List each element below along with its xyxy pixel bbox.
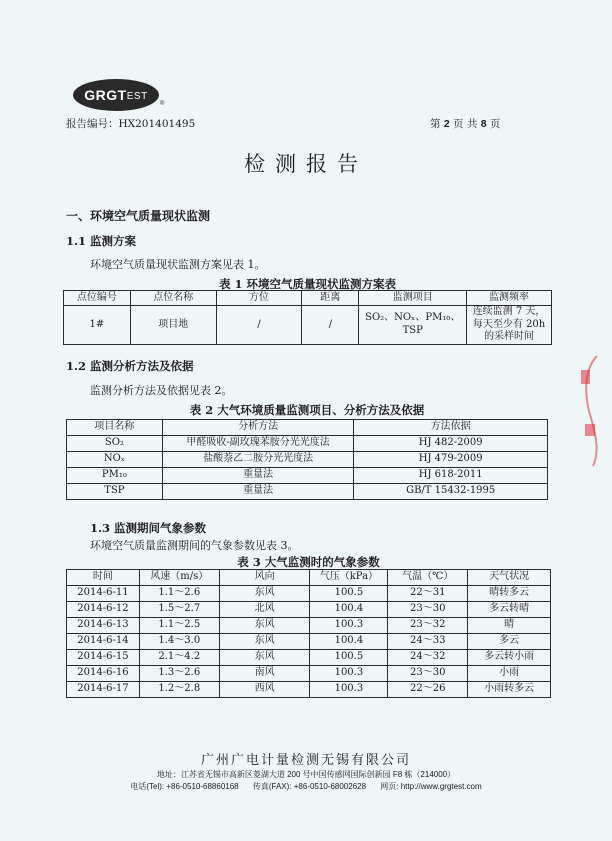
item-cell: SO₂ bbox=[67, 436, 163, 452]
temperature-cell: 24～32 bbox=[388, 650, 468, 666]
wind-speed-cell: 1.3～2.6 bbox=[139, 666, 219, 682]
table-row bbox=[67, 436, 548, 452]
basis-cell: HJ 479-2009 bbox=[354, 452, 548, 468]
company-contact bbox=[0, 781, 612, 792]
wind-direction-cell: 北风 bbox=[219, 602, 310, 618]
point-name-cell: 项目地 bbox=[130, 306, 216, 345]
method-cell: 重量法 bbox=[162, 484, 354, 500]
registered-mark: ® bbox=[160, 101, 165, 107]
pressure-cell: 100.5 bbox=[310, 650, 388, 666]
page-current: 2 bbox=[443, 118, 450, 130]
temperature-cell: 23～30 bbox=[388, 602, 468, 618]
wind-speed-cell: 1.5～2.7 bbox=[139, 602, 219, 618]
table-header-cell: 项目名称 bbox=[67, 420, 163, 436]
table-row bbox=[67, 452, 548, 468]
table-row bbox=[64, 306, 552, 345]
table-header-cell: 风向 bbox=[219, 570, 310, 586]
frequency-cell: 连续监测 7 天，每天至少有 20h 的采样时间 bbox=[467, 306, 552, 345]
table-header-cell: 方位 bbox=[216, 291, 302, 306]
weather-cell: 多云 bbox=[468, 634, 551, 650]
date-cell: 2014-6-11 bbox=[67, 586, 140, 602]
weather-cell: 小雨 bbox=[468, 666, 551, 682]
direction-cell: / bbox=[216, 306, 302, 345]
basis-cell: GB/T 15432-1995 bbox=[354, 484, 548, 500]
table-header-cell: 点位名称 bbox=[130, 291, 216, 306]
table-header-cell: 监测项目 bbox=[359, 291, 467, 306]
table-row bbox=[67, 484, 548, 500]
weather-cell: 小雨转多云 bbox=[468, 682, 551, 698]
subsection-heading-1-2: 1.2 监测分析方法及依据 bbox=[66, 359, 194, 373]
table-row bbox=[67, 666, 551, 682]
method-cell: 重量法 bbox=[162, 468, 354, 484]
company-address: 地址：江苏省无锡市高新区菱湖大道 200 号中国传感网国际创新园 F8 栋（214000） bbox=[156, 770, 456, 779]
page-info: 第 2 页 共 8 页 bbox=[430, 118, 501, 130]
table2-analysis-methods bbox=[66, 419, 548, 500]
table-row bbox=[67, 682, 551, 698]
company-name: 广州广电计量检测无锡有限公司 bbox=[200, 753, 411, 768]
wind-direction-cell: 西风 bbox=[219, 682, 310, 698]
table-row bbox=[67, 618, 551, 634]
table-row bbox=[67, 634, 551, 650]
point-id-cell: 1# bbox=[64, 306, 131, 345]
fax-number: 传真(FAX): +86-0510-68002628 bbox=[252, 782, 367, 791]
subsection-heading-1-3: 1.3 监测期间气象参数 bbox=[90, 521, 207, 535]
pressure-cell: 100.3 bbox=[310, 682, 388, 698]
table1-monitoring-plan bbox=[63, 290, 552, 345]
wind-direction-cell: 南风 bbox=[219, 666, 310, 682]
table2-caption: 表 2 大气环境质量监测项目、分析方法及依据 bbox=[189, 403, 425, 417]
temperature-cell: 22～31 bbox=[388, 586, 468, 602]
method-cell: 甲醛吸收-副玫瑰苯胺分光光度法 bbox=[162, 436, 354, 452]
pressure-cell: 100.4 bbox=[310, 602, 388, 618]
monitoring-items-cell: SO₂、NOₓ、PM₁₀、TSP bbox=[359, 306, 467, 345]
date-cell: 2014-6-14 bbox=[67, 634, 140, 650]
wind-direction-cell: 东风 bbox=[219, 586, 310, 602]
website-link: 网页: http://www.grgtest.com bbox=[380, 782, 482, 791]
table-row bbox=[67, 602, 551, 618]
table-header-row bbox=[67, 570, 551, 586]
document-title: 检测报告 bbox=[244, 152, 368, 176]
item-cell: TSP bbox=[67, 484, 163, 500]
wind-direction-cell: 东风 bbox=[219, 650, 310, 666]
method-cell: 盐酸萘乙二胺分光光度法 bbox=[162, 452, 354, 468]
table1-caption: 表 1 环境空气质量现状监测方案表 bbox=[218, 277, 396, 291]
item-cell: NOₓ bbox=[67, 452, 163, 468]
temperature-cell: 24～33 bbox=[388, 634, 468, 650]
basis-cell: HJ 618-2011 bbox=[354, 468, 548, 484]
item-cell: PM₁₀ bbox=[67, 468, 163, 484]
table-header-cell: 气温（℃） bbox=[388, 570, 468, 586]
page-total: 8 bbox=[480, 118, 487, 130]
table-header-cell: 分析方法 bbox=[162, 420, 354, 436]
basis-cell: HJ 482-2009 bbox=[354, 436, 548, 452]
weather-cell: 晴 bbox=[468, 618, 551, 634]
paragraph-1-3: 环境空气质量监测期间的气象参数见表 3。 bbox=[90, 539, 299, 552]
pressure-cell: 100.3 bbox=[310, 618, 388, 634]
report-number: 报告编号：HX201401495 bbox=[66, 118, 196, 130]
table-header-cell: 时间 bbox=[67, 570, 140, 586]
wind-speed-cell: 1.1～2.6 bbox=[139, 586, 219, 602]
date-cell: 2014-6-16 bbox=[67, 666, 140, 682]
temperature-cell: 22～26 bbox=[388, 682, 468, 698]
date-cell: 2014-6-15 bbox=[67, 650, 140, 666]
table-header-cell: 气压（kPa） bbox=[310, 570, 388, 586]
paragraph-1-2: 监测分析方法及依据见表 2。 bbox=[90, 384, 233, 397]
date-cell: 2014-6-13 bbox=[67, 618, 140, 634]
table-header-cell: 距离 bbox=[302, 291, 359, 306]
temperature-cell: 23～30 bbox=[388, 666, 468, 682]
wind-direction-cell: 东风 bbox=[219, 634, 310, 650]
pressure-cell: 100.5 bbox=[310, 586, 388, 602]
table-header-row bbox=[64, 291, 552, 306]
wind-speed-cell: 2.1～4.2 bbox=[139, 650, 219, 666]
grgtest-logo: GRGT EST bbox=[73, 79, 159, 111]
weather-cell: 晴转多云 bbox=[468, 586, 551, 602]
table-row bbox=[67, 650, 551, 666]
pressure-cell: 100.4 bbox=[310, 634, 388, 650]
table-header-cell: 方法依据 bbox=[354, 420, 548, 436]
table3-caption: 表 3 大气监测时的气象参数 bbox=[237, 555, 380, 569]
wind-speed-cell: 1.1～2.5 bbox=[139, 618, 219, 634]
table-header-cell: 监测频率 bbox=[467, 291, 552, 306]
wind-speed-cell: 1.4～3.0 bbox=[139, 634, 219, 650]
weather-cell: 多云转晴 bbox=[468, 602, 551, 618]
distance-cell: / bbox=[302, 306, 359, 345]
table-header-cell: 风速（m/s） bbox=[139, 570, 219, 586]
weather-cell: 多云转小雨 bbox=[468, 650, 551, 666]
section-heading: 一、环境空气质量现状监测 bbox=[66, 209, 211, 223]
seal-stamp-icon bbox=[577, 348, 603, 468]
date-cell: 2014-6-17 bbox=[67, 682, 140, 698]
table-row bbox=[67, 468, 548, 484]
table-header-cell: 点位编号 bbox=[64, 291, 131, 306]
pressure-cell: 100.3 bbox=[310, 666, 388, 682]
paragraph-1-1: 环境空气质量现状监测方案见表 1。 bbox=[90, 258, 266, 271]
table3-weather-parameters bbox=[66, 569, 551, 698]
wind-direction-cell: 东风 bbox=[219, 618, 310, 634]
date-cell: 2014-6-12 bbox=[67, 602, 140, 618]
table-row bbox=[67, 586, 551, 602]
temperature-cell: 23～32 bbox=[388, 618, 468, 634]
subsection-heading-1-1: 1.1 监测方案 bbox=[66, 234, 137, 248]
table-header-cell: 天气状况 bbox=[468, 570, 551, 586]
phone-number: 电话(Tel): +86-0510-68860168 bbox=[130, 782, 239, 791]
wind-speed-cell: 1.2～2.8 bbox=[139, 682, 219, 698]
table-header-row bbox=[67, 420, 548, 436]
